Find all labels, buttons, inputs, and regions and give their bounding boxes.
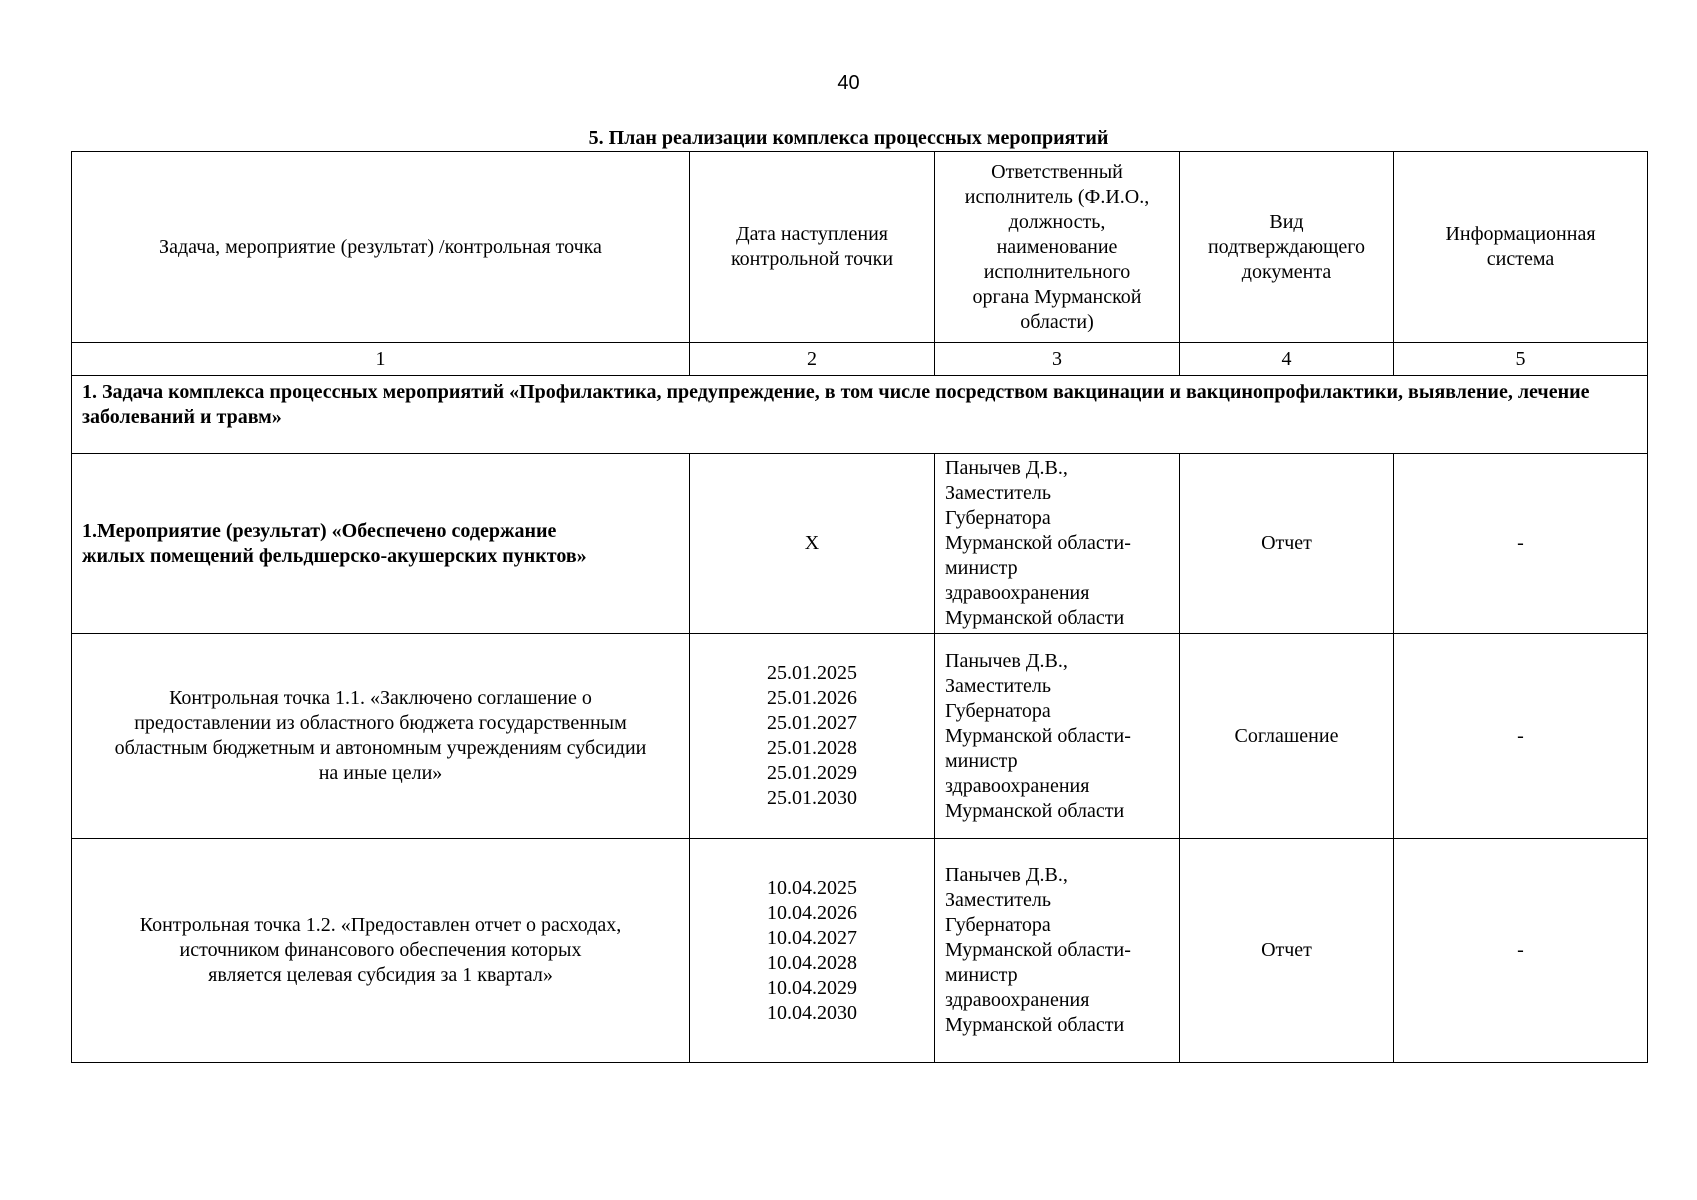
row-document: Отчет — [1180, 454, 1394, 634]
row-date: 25.01.2025 25.01.2026 25.01.2027 25.01.2028 25.01.2029 25.01.2030 — [690, 634, 935, 839]
row-system: - — [1394, 634, 1648, 839]
column-number: 5 — [1394, 343, 1648, 376]
row-document: Отчет — [1180, 839, 1394, 1063]
column-number: 4 — [1180, 343, 1394, 376]
row-system: - — [1394, 454, 1648, 634]
column-number-row — [72, 343, 1648, 376]
column-number: 2 — [690, 343, 935, 376]
row-name: Контрольная точка 1.1. «Заключено соглашение о предоставлении из областного бюджета государственным областным бюджетным и автономным учреждениям субсидии на иные цели» — [72, 634, 690, 839]
row-date: 10.04.2025 10.04.2026 10.04.2027 10.04.2028 10.04.2029 10.04.2030 — [690, 839, 935, 1063]
header-system: Информационная система — [1394, 152, 1648, 343]
page-number: 40 — [837, 72, 860, 94]
row-responsible: Панычев Д.В., Заместитель Губернатора Мурманской области- министр здравоохранения Мурманской области — [935, 839, 1180, 1063]
row-date: X — [690, 454, 935, 634]
row-responsible: Панычев Д.В., Заместитель Губернатора Мурманской области- министр здравоохранения Мурманской области — [935, 634, 1180, 839]
plan-table — [71, 151, 1648, 1063]
header-responsible: Ответственный исполнитель (Ф.И.О., должность, наименование исполнительного органа Мурманской области) — [935, 152, 1180, 343]
table-row — [72, 454, 1648, 634]
header-document: Вид подтверждающего документа — [1180, 152, 1394, 343]
header-date: Дата наступления контрольной точки — [690, 152, 935, 343]
row-responsible: Панычев Д.В., Заместитель Губернатора Мурманской области- министр здравоохранения Мурманской области — [935, 454, 1180, 634]
column-number: 3 — [935, 343, 1180, 376]
task-row — [72, 376, 1648, 454]
row-name: 1.Мероприятие (результат) «Обеспечено содержание жилых помещений фельдшерско-акушерских пунктов» — [72, 454, 690, 634]
row-document: Соглашение — [1180, 634, 1394, 839]
row-name: Контрольная точка 1.2. «Предоставлен отчет о расходах, источником финансового обеспечения которых является целевая субсидия за 1 квартал» — [72, 839, 690, 1063]
header-row — [72, 152, 1648, 343]
table-row — [72, 839, 1648, 1063]
task-title: 1. Задача комплекса процессных мероприятий «Профилактика, предупреждение, в том числе посредством вакцинации и вакцинопрофилактики, выявление, лечение заболеваний и травм» — [72, 376, 1648, 454]
table-row — [72, 634, 1648, 839]
column-number: 1 — [72, 343, 690, 376]
row-system: - — [1394, 839, 1648, 1063]
section-title: 5. План реализации комплекса процессных мероприятий — [588, 127, 1109, 149]
header-task: Задача, мероприятие (результат) /контрольная точка — [72, 152, 690, 343]
